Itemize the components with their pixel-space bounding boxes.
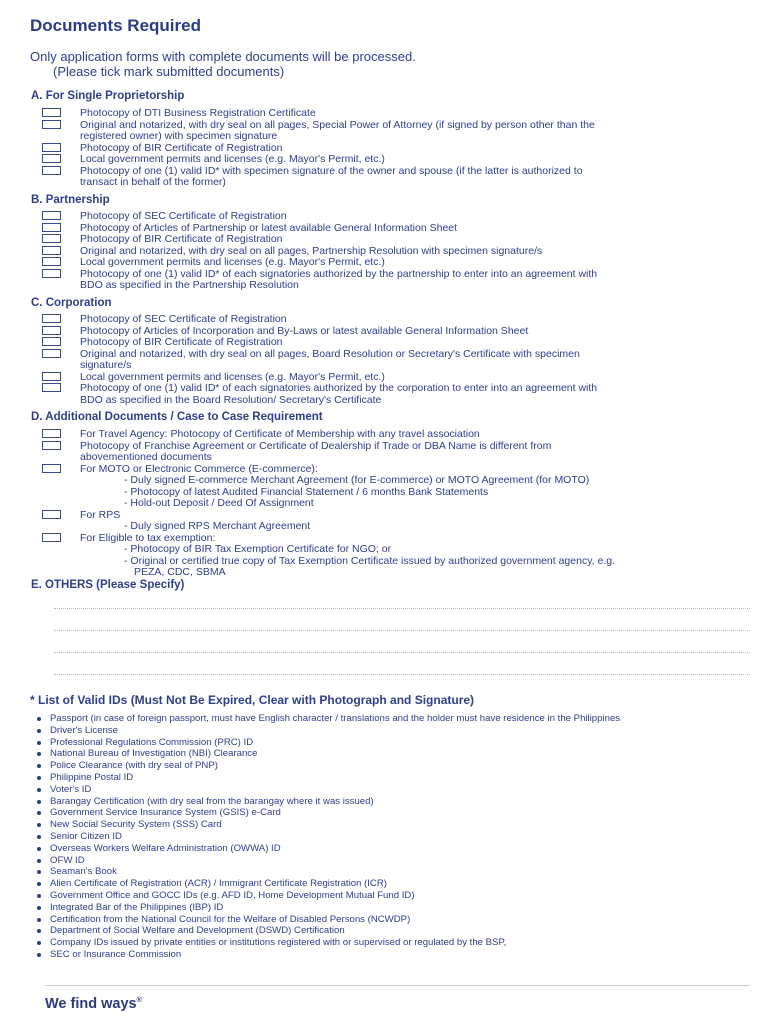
valid-ids-list bbox=[37, 713, 762, 961]
list-item bbox=[37, 819, 762, 831]
list-item bbox=[37, 713, 762, 725]
list-item bbox=[37, 760, 762, 772]
section-a-list bbox=[42, 108, 742, 189]
item-text: Photocopy of Articles of Incorporation and By-Laws or latest available General Information Sheet bbox=[80, 324, 529, 337]
bullet-icon bbox=[37, 811, 41, 815]
bullet-icon bbox=[37, 717, 41, 721]
bullet-icon bbox=[37, 894, 41, 898]
others-line[interactable] bbox=[54, 652, 750, 653]
list-item bbox=[37, 843, 762, 855]
checkbox[interactable] bbox=[42, 234, 61, 243]
checkbox[interactable] bbox=[42, 246, 61, 255]
bullet-icon bbox=[37, 847, 41, 851]
item-text: Original and notarized, with dry seal on all pages, Board Resolution or Secretary's Certificate with specimen bbox=[80, 347, 580, 360]
list-item bbox=[37, 902, 762, 914]
bullet-icon bbox=[37, 788, 41, 792]
registered-mark: ® bbox=[136, 997, 142, 1005]
item-text: For Travel Agency: Photocopy of Certificate of Membership with any travel association bbox=[80, 428, 480, 440]
bullet-icon bbox=[37, 859, 41, 863]
checkbox[interactable] bbox=[42, 108, 61, 117]
item-text: Local government permits and licenses (e.g. Mayor's Permit, etc.) bbox=[80, 370, 385, 383]
intro-text bbox=[30, 49, 416, 79]
list-item bbox=[37, 748, 762, 760]
item-text: Local government permits and licenses (e.g. Mayor's Permit, etc.) bbox=[80, 153, 385, 165]
checkbox[interactable] bbox=[42, 269, 61, 278]
sub-item: - Original or certified true copy of Tax Exemption Certificate issued by authorized government agency, e.g. bbox=[124, 554, 616, 567]
item-text: Photocopy of BIR Certificate of Registration bbox=[80, 233, 283, 245]
checkbox[interactable] bbox=[42, 257, 61, 266]
item-text: Local government permits and licenses (e.g. Mayor's Permit, etc.) bbox=[80, 256, 385, 268]
item-text: Driver's License bbox=[50, 724, 118, 736]
sub-item: - Duly signed RPS Merchant Agreement bbox=[124, 520, 311, 532]
item-text: For Eligible to tax exemption: bbox=[80, 531, 216, 544]
item-text: Photocopy of Franchise Agreement or Certificate of Dealership if Trade or DBA Name is different from bbox=[80, 439, 552, 452]
checkbox[interactable] bbox=[42, 154, 61, 163]
others-line[interactable] bbox=[54, 630, 750, 631]
list-item bbox=[37, 725, 762, 737]
list-item bbox=[37, 866, 762, 878]
list-item bbox=[37, 737, 762, 749]
checkbox[interactable] bbox=[42, 349, 61, 358]
item-text: Overseas Workers Welfare Administration (OWWA) ID bbox=[50, 842, 281, 854]
item-text: Government Service Insurance System (GSIS) e-Card bbox=[50, 807, 281, 819]
list-item bbox=[37, 796, 762, 808]
intro-line-1: Only application forms with complete documents will be processed. bbox=[30, 49, 416, 64]
bullet-icon bbox=[37, 776, 41, 780]
item-text: Photocopy of one (1) valid ID* with specimen signature of the owner and spouse (if the latter is authorized to bbox=[80, 164, 583, 177]
section-d-list bbox=[42, 429, 742, 579]
list-item bbox=[37, 878, 762, 890]
item-text: transact in behalf of the former) bbox=[80, 176, 226, 188]
item-text: SEC or Insurance Commission bbox=[50, 948, 182, 960]
checklist-item-continued bbox=[42, 177, 742, 189]
bullet-icon bbox=[37, 882, 41, 886]
checkbox[interactable] bbox=[42, 372, 61, 381]
bullet-icon bbox=[37, 918, 41, 922]
item-text: OFW ID bbox=[50, 854, 85, 866]
item-text: Photocopy of Articles of Partnership or latest available General Information Sheet bbox=[80, 221, 458, 234]
checkbox[interactable] bbox=[42, 223, 61, 232]
item-text: Professional Regulations Commission (PRC) ID bbox=[50, 736, 254, 748]
list-item bbox=[37, 914, 762, 926]
list-item bbox=[37, 807, 762, 819]
sub-item-continued: PEZA, CDC, SBMA bbox=[134, 566, 226, 578]
checkbox[interactable] bbox=[42, 441, 61, 450]
item-text: Voter's ID bbox=[50, 783, 92, 795]
bullet-icon bbox=[37, 929, 41, 933]
item-text: Photocopy of DTI Business Registration Certificate bbox=[80, 107, 316, 119]
list-item bbox=[37, 890, 762, 902]
checkbox[interactable] bbox=[42, 464, 61, 473]
section-c-heading: C. Corporation bbox=[31, 297, 112, 309]
checkbox[interactable] bbox=[42, 533, 61, 542]
item-text: Original and notarized, with dry seal on all pages, Special Power of Attorney (if signed by person other than the bbox=[80, 118, 595, 131]
item-text: Photocopy of one (1) valid ID* of each signatories authorized by the partnership to enter into an agreement with bbox=[80, 267, 598, 280]
bullet-icon bbox=[37, 870, 41, 874]
intro-line-2: (Please tick mark submitted documents) bbox=[53, 64, 285, 79]
bullet-icon bbox=[37, 752, 41, 756]
list-item bbox=[37, 784, 762, 796]
item-text: National Bureau of Investigation (NBI) Clearance bbox=[50, 748, 258, 760]
item-text: Police Clearance (with dry seal of PNP) bbox=[50, 760, 218, 772]
footer-divider bbox=[45, 985, 750, 986]
section-d-heading: D. Additional Documents / Case to Case Requirement bbox=[31, 411, 323, 423]
section-a-heading: A. For Single Proprietorship bbox=[31, 90, 185, 102]
bullet-icon bbox=[37, 823, 41, 827]
item-text: Department of Social Welfare and Development (DSWD) Certification bbox=[50, 925, 345, 937]
item-text: Photocopy of BIR Certificate of Registration bbox=[80, 141, 283, 154]
checkbox[interactable] bbox=[42, 143, 61, 152]
item-text: Philippine Postal ID bbox=[50, 771, 134, 783]
item-text: Photocopy of one (1) valid ID* of each signatories authorized by the corporation to enter into an agreement with bbox=[80, 382, 598, 394]
item-text: Company IDs issued by private entities or institutions registered with or supervised or regulated by the BSP, bbox=[50, 937, 507, 949]
bullet-icon bbox=[37, 941, 41, 945]
sub-item: - Photocopy of BIR Tax Exemption Certificate for NGO; or bbox=[124, 543, 392, 555]
section-c-list bbox=[42, 314, 742, 406]
sub-item: - Hold-out Deposit / Deed Of Assignment bbox=[124, 497, 314, 509]
checklist-item bbox=[42, 349, 742, 361]
item-text: Integrated Bar of the Philippines (IBP) ID bbox=[50, 901, 224, 913]
section-b-heading: B. Partnership bbox=[31, 194, 110, 206]
others-line[interactable] bbox=[54, 674, 750, 675]
item-text: signature/s bbox=[80, 359, 132, 371]
bullet-icon bbox=[37, 835, 41, 839]
item-text: Alien Certificate of Registration (ACR) / Immigrant Certificate Registration (ICR) bbox=[50, 878, 387, 890]
bullet-icon bbox=[37, 800, 41, 804]
checkbox[interactable] bbox=[42, 314, 61, 323]
item-text: Photocopy of BIR Certificate of Registration bbox=[80, 336, 283, 348]
bullet-icon bbox=[37, 764, 41, 768]
checkbox[interactable] bbox=[42, 326, 61, 335]
bullet-icon bbox=[37, 953, 41, 957]
item-text: registered owner) with specimen signature bbox=[80, 130, 278, 142]
section-e-heading: E. OTHERS (Please Specify) bbox=[31, 579, 185, 591]
bullet-icon bbox=[37, 906, 41, 910]
bullet-icon bbox=[37, 741, 41, 745]
item-text: For MOTO or Electronic Commerce (E-commerce): bbox=[80, 462, 318, 475]
list-item bbox=[37, 925, 762, 937]
section-b-list bbox=[42, 211, 742, 292]
item-text: BDO as specified in the Board Resolution/ Secretary's Certificate bbox=[80, 393, 382, 406]
list-item bbox=[37, 855, 762, 867]
item-text: BDO as specified in the Partnership Resolution bbox=[80, 279, 299, 291]
item-text: Certification from the National Council for the Welfare of Disabled Persons (NCWDP) bbox=[50, 913, 411, 925]
checkbox[interactable] bbox=[42, 120, 61, 129]
checkbox[interactable] bbox=[42, 337, 61, 346]
checkbox[interactable] bbox=[42, 166, 61, 175]
list-item bbox=[37, 937, 762, 949]
checkbox[interactable] bbox=[42, 510, 61, 519]
item-text: abovementioned documents bbox=[80, 451, 212, 463]
brand-tagline bbox=[45, 996, 142, 1012]
checkbox[interactable] bbox=[42, 383, 61, 392]
list-item bbox=[37, 772, 762, 784]
list-item bbox=[37, 831, 762, 843]
item-text: For RPS bbox=[80, 508, 121, 521]
item-text: Photocopy of SEC Certificate of Registration bbox=[80, 210, 287, 222]
checklist-item-continued bbox=[42, 395, 742, 407]
item-text: Passport (in case of foreign passport, must have English character / translations and the holder must have residence in the Philippines bbox=[50, 713, 621, 724]
checkbox[interactable] bbox=[42, 211, 61, 220]
list-item bbox=[37, 949, 762, 961]
sub-item: - Photocopy of latest Audited Financial Statement / 6 months Bank Statements bbox=[124, 485, 489, 498]
item-text: Government Office and GOCC IDs (e.g. AFD ID, Home Development Mutual Fund ID) bbox=[50, 889, 415, 901]
page-title: Documents Required bbox=[30, 16, 201, 35]
tagline-text: We find ways bbox=[45, 996, 137, 1012]
item-text: Senior Citizen ID bbox=[50, 830, 122, 842]
valid-ids-heading: * List of Valid IDs (Must Not Be Expired, Clear with Photograph and Signature) bbox=[30, 693, 475, 707]
item-text: New Social Security System (SSS) Card bbox=[50, 819, 222, 831]
item-text: Original and notarized, with dry seal on all pages, Partnership Resolution with specimen signature/s bbox=[80, 244, 543, 257]
checkbox[interactable] bbox=[42, 429, 61, 438]
sub-item: - Duly signed E-commerce Merchant Agreement (for E-commerce) or MOTO Agreement (for MOTO) bbox=[124, 474, 590, 486]
item-text: Photocopy of SEC Certificate of Registration bbox=[80, 313, 287, 325]
item-text: Barangay Certification (with dry seal from the barangay where it was issued) bbox=[50, 795, 374, 807]
item-text: Seaman's Book bbox=[50, 866, 117, 878]
others-line[interactable] bbox=[54, 608, 750, 609]
checklist-item-continued bbox=[42, 280, 742, 292]
bullet-icon bbox=[37, 729, 41, 733]
